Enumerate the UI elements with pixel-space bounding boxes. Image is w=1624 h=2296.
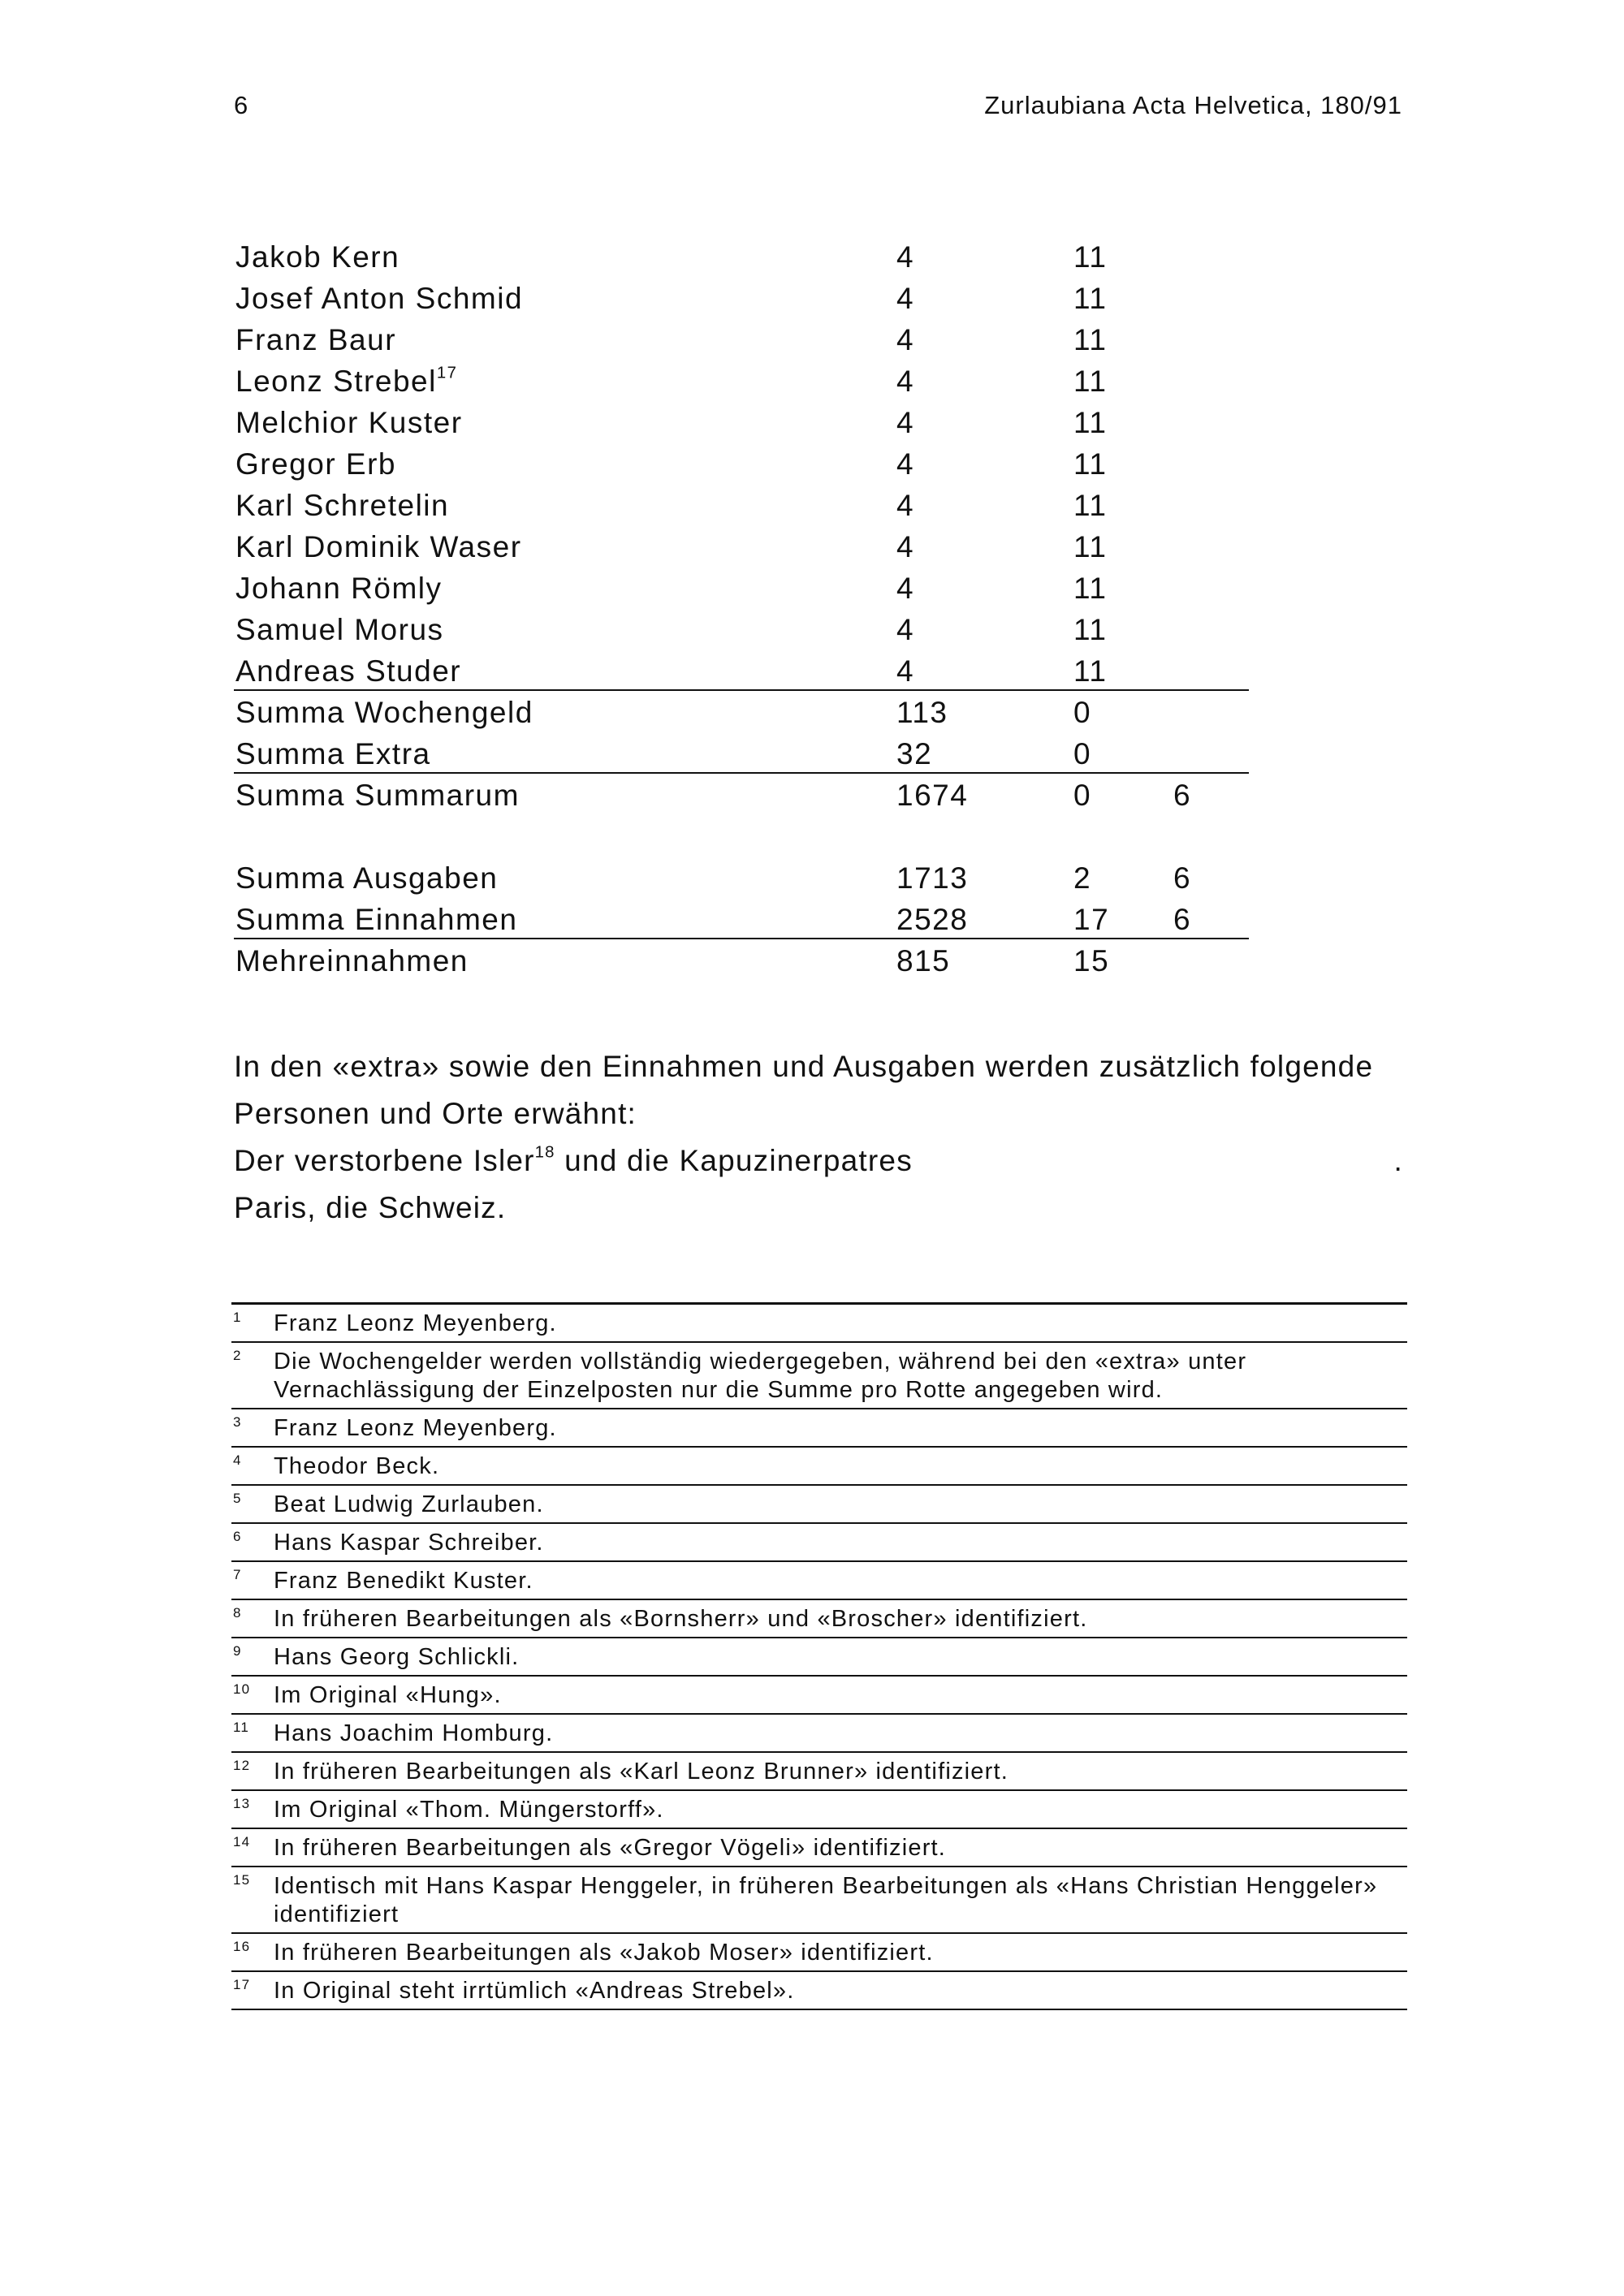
value-col2: 11	[1073, 282, 1108, 315]
footnote-text: Franz Benedikt Kuster.	[274, 1568, 533, 1594]
footnote-ref: 18	[534, 1143, 555, 1162]
footnote	[231, 1486, 1407, 1524]
footnote-text: Die Wochengelder werden vollständig wiedergegeben, während bei den «extra» unter Vernachlässigung der Einzelposten nur die Summe pro Rotte angegeben wird.	[274, 1349, 1247, 1403]
footnote	[231, 1448, 1407, 1486]
table-row	[234, 235, 1249, 277]
value-col1: 4	[896, 654, 915, 688]
table-row	[234, 401, 1249, 442]
footnote-text: Theodor Beck.	[274, 1453, 440, 1479]
row-name: Summa Wochengeld	[235, 696, 533, 729]
footnote	[231, 1305, 1407, 1343]
value-col1: 1713	[896, 861, 969, 895]
value-col1: 4	[896, 530, 915, 563]
table-row	[234, 608, 1249, 650]
value-col2: 0	[1073, 696, 1092, 729]
row-name: Summa Extra	[235, 737, 431, 770]
value-col3: 6	[1173, 903, 1192, 936]
footnote	[231, 1829, 1407, 1867]
table-row	[234, 650, 1249, 691]
paragraph-line: Paris, die Schweiz.	[234, 1191, 507, 1224]
footnote-number: 5	[233, 1491, 242, 1506]
row-name: Johann Römly	[235, 572, 443, 605]
footnote-text: Identisch mit Hans Kaspar Henggeler, in früheren Bearbeitungen als «Hans Christian Henggeler» identifiziert	[274, 1873, 1378, 1927]
table-row	[234, 898, 1249, 939]
value-col2: 11	[1073, 572, 1108, 605]
footnote	[231, 1638, 1407, 1677]
row-name: Summa Ausgaben	[235, 861, 499, 895]
value-col1: 4	[896, 572, 915, 605]
value-col2: 11	[1073, 654, 1108, 688]
value-col2: 11	[1073, 323, 1108, 356]
value-col1: 4	[896, 323, 915, 356]
table-row	[234, 857, 1249, 898]
running-header	[234, 91, 1402, 120]
footnote-number: 2	[233, 1348, 242, 1363]
footnote-number: 1	[233, 1310, 242, 1325]
value-col2: 11	[1073, 530, 1108, 563]
footnote	[231, 1343, 1407, 1409]
footnote-number: 8	[233, 1605, 242, 1621]
value-col2: 11	[1073, 240, 1108, 274]
table-row	[234, 939, 1249, 981]
footnote-text: Franz Leonz Meyenberg.	[274, 1415, 557, 1441]
value-col2: 15	[1073, 944, 1110, 978]
value-col2: 11	[1073, 489, 1108, 522]
value-col1: 815	[896, 944, 951, 978]
value-col1: 4	[896, 447, 915, 481]
row-name: Mehreinnahmen	[235, 944, 469, 978]
value-col1: 4	[896, 240, 915, 274]
footnote-number: 12	[233, 1758, 251, 1773]
row-name: Franz Baur	[235, 323, 397, 356]
row-name: Josef Anton Schmid	[235, 282, 524, 315]
row-name: Gregor Erb	[235, 447, 397, 481]
footnote-number: 11	[233, 1720, 250, 1735]
footnote-text: Im Original «Thom. Müngerstorff».	[274, 1797, 664, 1823]
table-row	[234, 732, 1249, 774]
value-col2: 17	[1073, 903, 1110, 936]
footnote	[231, 1934, 1407, 1972]
paragraph-line: Personen und Orte erwähnt:	[234, 1097, 637, 1130]
footnote	[231, 1791, 1407, 1829]
value-col1: 4	[896, 613, 915, 646]
footnote-text: Hans Joachim Homburg.	[274, 1720, 554, 1746]
footnote	[231, 1867, 1407, 1934]
footnote	[231, 1972, 1407, 2010]
footnote-number: 14	[233, 1834, 251, 1849]
footnote-number: 15	[233, 1872, 251, 1888]
value-col1: 1674	[896, 779, 969, 812]
value-col1: 113	[896, 696, 948, 729]
footnote	[231, 1753, 1407, 1791]
footnote	[231, 1600, 1407, 1638]
paragraph-period: .	[1393, 1144, 1403, 1177]
value-col1: 32	[896, 737, 933, 770]
page-number: 6	[234, 91, 249, 119]
value-col2: 0	[1073, 737, 1092, 770]
row-name: Andreas Studer	[235, 654, 462, 688]
footnote	[231, 1524, 1407, 1562]
footnote	[231, 1562, 1407, 1600]
footnotes	[231, 1302, 1407, 2010]
table-row	[234, 774, 1249, 815]
table-row	[234, 525, 1249, 567]
footnote-number: 16	[233, 1939, 251, 1954]
footnote-text: Hans Georg Schlickli.	[274, 1644, 520, 1670]
footnote-text: In früheren Bearbeitungen als «Bornsherr» und «Broscher» identifiziert.	[274, 1606, 1088, 1632]
value-col2: 11	[1073, 406, 1108, 439]
table-row	[234, 484, 1249, 525]
footnote	[231, 1715, 1407, 1753]
row-name: Samuel Morus	[235, 613, 444, 646]
value-col1: 4	[896, 489, 915, 522]
value-col1: 4	[896, 406, 915, 439]
row-name: Leonz Strebel$^{17}$	[235, 364, 458, 398]
row-name: Jakob Kern	[235, 240, 400, 274]
value-col3: 6	[1173, 861, 1192, 895]
footnote-number: 13	[233, 1796, 251, 1811]
table-row	[234, 360, 1249, 401]
footnote-number: 4	[233, 1452, 242, 1468]
footnote-text: In früheren Bearbeitungen als «Jakob Moser» identifiziert.	[274, 1940, 934, 1966]
value-col2: 11	[1073, 447, 1108, 481]
paragraph-line	[234, 1137, 1403, 1185]
value-col2: 0	[1073, 779, 1092, 812]
value-col2: 11	[1073, 613, 1108, 646]
row-name: Summa Einnahmen	[235, 903, 518, 936]
value-col2: 11	[1073, 365, 1108, 398]
footnote-number: 17	[233, 1977, 251, 1992]
footnote-number: 6	[233, 1529, 242, 1544]
row-name: Karl Dominik Waser	[235, 530, 522, 563]
value-col2: 2	[1073, 861, 1092, 895]
footnote-text: In Original steht irrtümlich «Andreas Strebel».	[274, 1978, 795, 2004]
body-paragraph	[234, 1043, 1403, 1232]
row-name: Summa Summarum	[235, 779, 520, 812]
paragraph-text: und die Kapuzinerpatres	[555, 1144, 913, 1177]
footnote-text: Franz Leonz Meyenberg.	[274, 1310, 557, 1336]
spacer	[234, 815, 1249, 857]
value-col1: 2528	[896, 903, 969, 936]
footnote-text: Hans Kaspar Schreiber.	[274, 1530, 544, 1556]
footnote-number: 9	[233, 1643, 242, 1659]
footnote-number: 10	[233, 1681, 251, 1697]
running-title: Zurlaubiana Acta Helvetica, 180/91	[984, 91, 1402, 119]
paragraph-line: In den «extra» sowie den Einnahmen und Ausgaben werden zusätzlich folgende	[234, 1050, 1374, 1083]
row-name: Karl Schretelin	[235, 489, 450, 522]
footnote-number: 3	[233, 1414, 242, 1430]
table-row	[234, 318, 1249, 360]
value-col1: 4	[896, 365, 915, 398]
footnote-number: 7	[233, 1567, 242, 1582]
footnote-ref: 17	[436, 364, 458, 382]
footnote-text: Beat Ludwig Zurlauben.	[274, 1491, 544, 1517]
footnote-text: In früheren Bearbeitungen als «Karl Leonz Brunner» identifiziert.	[274, 1759, 1009, 1785]
footnote	[231, 1677, 1407, 1715]
table-row	[234, 442, 1249, 484]
table-row	[234, 691, 1249, 732]
accounts-table	[234, 235, 1249, 981]
footnote-text: Im Original «Hung».	[274, 1682, 502, 1708]
footnote-text: In früheren Bearbeitungen als «Gregor Vögeli» identifiziert.	[274, 1835, 947, 1861]
value-col1: 4	[896, 282, 915, 315]
footnote	[231, 1409, 1407, 1448]
paragraph-text: Der verstorbene Isler	[234, 1144, 535, 1177]
value-col3: 6	[1173, 779, 1192, 812]
table-row	[234, 567, 1249, 608]
table-row	[234, 277, 1249, 318]
row-name: Melchior Kuster	[235, 406, 463, 439]
